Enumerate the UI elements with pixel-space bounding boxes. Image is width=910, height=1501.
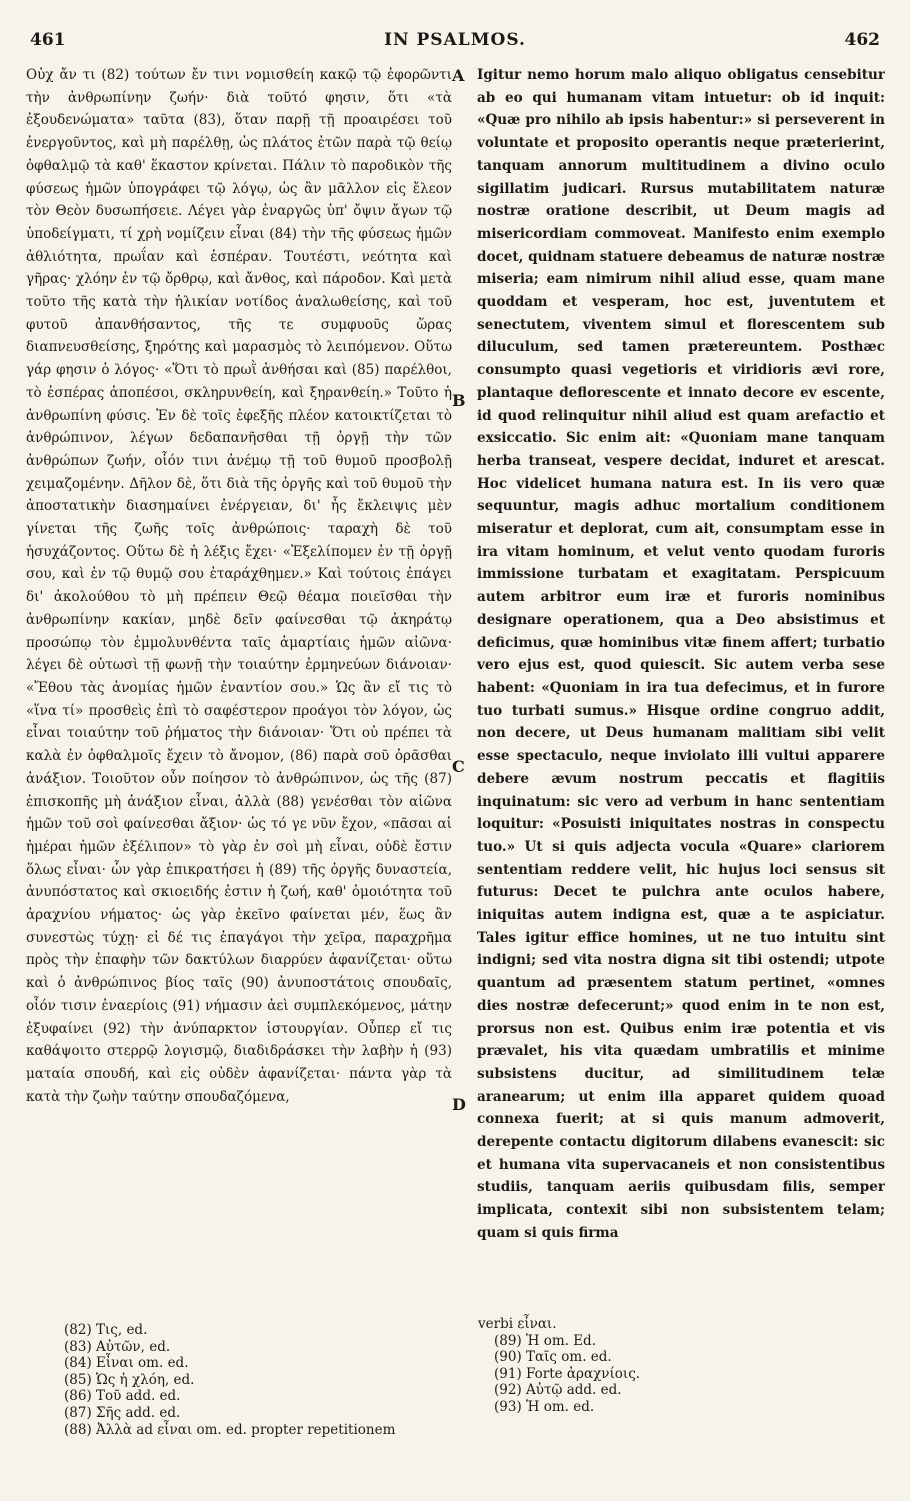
footnote: (83) Αὐτῶν, ed. <box>64 1338 171 1355</box>
page-number-right: 462 <box>844 30 880 50</box>
footnote: (86) Τοῦ add. ed. <box>64 1388 181 1405</box>
footnote: (84) Εἶναι om. ed. <box>64 1355 189 1372</box>
footnote: (90) Ταῖς om. ed. <box>494 1349 612 1366</box>
running-title: IN PSALMOS. <box>384 30 526 50</box>
section-marker-c: C <box>452 757 465 776</box>
footnote: (93) Ἡ om. ed. <box>494 1398 595 1415</box>
footnote: (92) Αὐτῷ add. ed. <box>494 1382 622 1399</box>
footnote: (85) Ὡς ἡ χλόη, ed. <box>64 1371 195 1388</box>
greek-text-column <box>26 64 452 1310</box>
latin-text-column <box>477 64 885 1310</box>
running-header <box>30 30 880 60</box>
footnotes-right <box>480 1316 860 1416</box>
latin-text: Igitur nemo horum malo aliquo obligatus censebitur ab eo qui humanam vitam intuetur: ob id inquit: «Quæ pro nihilo ab ipsis habentur:» si perseverent in voluntate et proposito operantis neque præterierint, tanquam annorum multitudinem a divino oculo sigillatim judicari. Rursus mutabilitatem naturæ nostræ oratione describit, ut Deum magis ad misericordiam commoveat. Manifesto enim exemplo docet, quidnam statuere debeamus de naturæ nostræ miseria; eam nimirum nihil aliud esse, quam mane quoddam et vesperam, hoc est, juventutem et senectutem, viventem simul et florescentem sub diluculum, sed tamen prætereuntem. Posthæc consumpto quasi vegetioris et viridioris ævi rore, plantaque deflorescente et innato decore ev escente, id quod relinquitur nihil aliud est quam arefactio et exsiccatio. Sic enim ait: «Quoniam mane tanquam herba transeat, vespere decidat, induret et arescat. Hoc videlicet humana natura est. In iis vero quæ sequuntur, magis adhuc mortalium conditionem miseratur et deplorat, cum ait, consumptam esse in ira vitam hominum, et velut vento quodam furoris immissione turbatam et exagitatam. Perspicuum autem arbitror eum iræ et furoris nominibus designare operationem, qua a Deo absistimus et deficimus, quæ hominibus vitæ finem affert; turbatio vero ejus est, quod quiescit. Sic autem verba sese habent: «Quoniam in ira tua defecimus, et in furore tuo turbati sumus.» Hisque ordine congruo addit, non decere, ut Deus humanam malitiam sibi velit esse spectaculo, neque inviolato illi vultui apparere debere ævum nostrum peccatis et flagitiis inquinatum: sic vero ad verbum in hanc sententiam loquitur: «Posuisti iniquitates nostras in conspectu tuo.» Ut si quis adjecta vocula «Quare» clariorem sententiam reddere velit, hic hujus loci sensus sit futurus: Decet te pulchra ante oculos habere, iniquitas autem indigna est, quæ a te aspiciatur. Tales igitur effice homines, ut ne tuo intuitu sint indigni; sed vita nostra digna sit tibi ostendi; utpote quantum ad præsentem statum pertinet, «omnes dies nostræ defecerunt;» quod enim in te non est, prorsus non est. Quibus enim iræ potentia et vis prævalet, his vita quædam umbratilis et minime subsistens ducitur, ad similitudinem telæ aranearum; ut enim illa apparet quidem quoad connexa fuerit; at si quis manum admoverit, derepente contactu digitorum dilabens evanescit: sic et humana vita supervacaneis et non consistentibus studiis, tanquam aeriis quibusdam filis, semper implicata, contexit sibi non subsistentem telam; quam si quis firma <box>477 67 885 1241</box>
footnote: (91) Forte ἀραχνίοις. <box>494 1365 641 1382</box>
footnote: (87) Σῆς add. ed. <box>64 1404 181 1421</box>
section-marker-a: A <box>452 66 465 85</box>
section-marker-d: D <box>452 1095 466 1114</box>
greek-text: Οὐχ ἄν τι (82) τούτων ἔν τινι νομισθείη κακῷ τῷ ἐφορῶντι τὴν ἀνθρωπίνην ζωήν· διὰ τοῦτό φησιν, ὅτι «τὰ ἐξουδενώματα» ταῦτα (83), ὅταν παρῇ τῇ προαιρέσει τοῦ ἐνεργοῦντος, καὶ μὴ παρέλθῃ, ὡς πλάτος ἐτῶν παρὰ τῷ θείῳ ὀφθαλμῷ τὰ καθ' ἕκαστον κρίνεται. Πάλιν τὸ παροδικὸν τῆς φύσεως ἡμῶν ὑπογράφει τῷ λόγῳ, ὡς ἂν μᾶλλον εἰς ἔλεον τὸν Θεὸν δυσωπήσειε. Λέγει γὰρ ἐναργῶς ὑπ' ὄψιν ἄγων τῷ ὑποδείγματι, τί χρὴ νομίζειν εἶναι (84) τὴν τῆς φύσεως ἡμῶν ἀθλιότητα, πρωΐαν καὶ ἑσπέραν. Τουτέστι, νεότητα καὶ γῆρας· χλόην ἐν τῷ ὄρθρῳ, καὶ ἄνθος, καὶ πάροδον. Καὶ μετὰ τοῦτο τῆς κατὰ τὴν ἡλικίαν νοτίδος ἀναλωθείσης, καὶ τοῦ φυτοῦ ἀπανθήσαντος, τῆς τε συμφυοῦς ὥρας διαπνευσθείσης, ξηρότης καὶ μαρασμὸς τὸ λειπόμενον. Οὕτω γάρ φησιν ὁ λόγος· «Ὅτι τὸ πρωῒ ἀνθήσαι καὶ (85) παρέλθοι, τὸ ἑσπέρας ἀποπέσοι, σκληρυνθείη, καὶ ξηρανθείη.» Τοῦτο ἡ ἀνθρωπίνη φύσις. Ἐν δὲ τοῖς ἐφεξῆς πλέον κατοικτίζεται τὸ ἀνθρώπινον, λέγων δεδαπανῆσθαι τῇ ὀργῇ τὴν τῶν ἀνθρώπων ζωήν, οἷόν τινι ἀνέμῳ τῇ τοῦ θυμοῦ προσβολῇ χειμαζομένην. Δῆλον δὲ, ὅτι διὰ τῆς ὀργῆς καὶ τοῦ θυμοῦ τὴν ἀποστατικὴν διασημαίνει ἐνέργειαν, δι' ἧς ἔκλειψις μὲν γίνεται τῆς ζωῆς τοῖς ἀνθρώποις· ταραχὴ δὲ τοῦ ἡσυχάζοντος. Οὕτω δὲ ἡ λέξις ἔχει· «Ἐξελίπομεν ἐν τῇ ὀργῇ σου, καὶ ἐν τῷ θυμῷ σου ἐταράχθημεν.» Καὶ τούτοις ἐπάγει δι' ἀκολούθου τὸ μὴ πρέπειν Θεῷ θέαμα ποιεῖσθαι τὴν ἀνθρωπίνην κακίαν, μηδὲ δεῖν φαίνεσθαι τῷ ἀκηράτῳ προσώπῳ τὸν ἐμμολυνθέντα ταῖς ἁμαρτίαις ἡμῶν αἰῶνα· λέγει δὲ οὑτωσὶ τῇ φωνῇ τὴν τοιαύτην ἑρμηνεύων διάνοιαν· «Ἔθου τὰς ἀνομίας ἡμῶν ἐναντίον σου.» Ὡς ἂν εἴ τις τὸ «ἵνα τί» προσθεὶς ἐπὶ τὸ σαφέστερον προάγοι τὸν λόγον, ὡς εἶναι τοιαύτην τοῦ ῥήματος τὴν διάνοιαν· Ὅτι οὐ πρέπει τὰ καλὰ ἐν ὀφθαλμοῖς ἔχειν τὸ ἄνομον, (86) παρὰ σοῦ ὁρᾶσθαι ἀνάξιον. Τοιοῦτον οὖν ποίησον τὸ ἀνθρώπινον, ὡς τῆς (87) ἐπισκοπῆς μὴ ἀνάξιον εἶναι, ἀλλὰ (88) γενέσθαι τὸν αἰῶνα ἡμῶν τοῦ σοὶ φαίνεσθαι ἄξιον· ὡς τό γε νῦν ἔχον, «πᾶσαι αἱ ἡμέραι ἡμῶν ἐξέλιπον» τὸ γὰρ ἐν σοὶ μὴ εἶναι, οὐδὲ ἔστιν ὅλως εἶναι· ὧν γὰρ ἐπικρατήσει ἡ (89) τῆς ὀργῆς δυναστεία, ἀνυπόστατος καὶ σκιοειδής ἐστιν ἡ ζωή, καθ' ὁμοιότητα τοῦ ἀραχνίου νήματος· ὡς γὰρ ἐκεῖνο φαίνεται μέν, ἕως ἂν συνεστὼς τύχῃ· εἰ δέ τις ἐπαγάγοι τὴν χεῖρα, παραχρῆμα πρὸς τὴν ἐπαφὴν τῶν δακτύλων διαρρύεν ἀφανίζεται· οὕτω καὶ ὁ ἀνθρώπινος βίος ταῖς (90) ἀνυποστάτοις σπουδαῖς, οἷόν τισιν ἐναερίοις (91) νήμασιν ἀεὶ συμπλεκόμενος, μάτην ἐξυφαίνει (92) τὴν ἀνύπαρκτον ἱστουργίαν. Οὗπερ εἴ τις καθάψοιτο στερρῷ λογισμῷ, διαδιδράσκει τὴν λαβὴν ἡ (93) ματαία σπουδή, καὶ εἰς οὐδὲν ἀφανίζεται· πάντα γὰρ τὰ κατὰ τὴν ζωὴν ταύτην σπουδαζόμενα, <box>26 67 452 1105</box>
footnote: (89) Ἡ om. Ed. <box>494 1332 596 1349</box>
footnote-continuation: verbi εἶναι. <box>478 1316 557 1332</box>
footnote: (82) Τις, ed. <box>64 1322 148 1338</box>
section-marker-b: B <box>452 391 466 410</box>
footnotes-left <box>64 1322 464 1438</box>
footnote: (88) Ἀλλὰ ad εἶναι om. ed. propter repetitionem <box>64 1421 396 1438</box>
page-number-left: 461 <box>30 30 66 50</box>
